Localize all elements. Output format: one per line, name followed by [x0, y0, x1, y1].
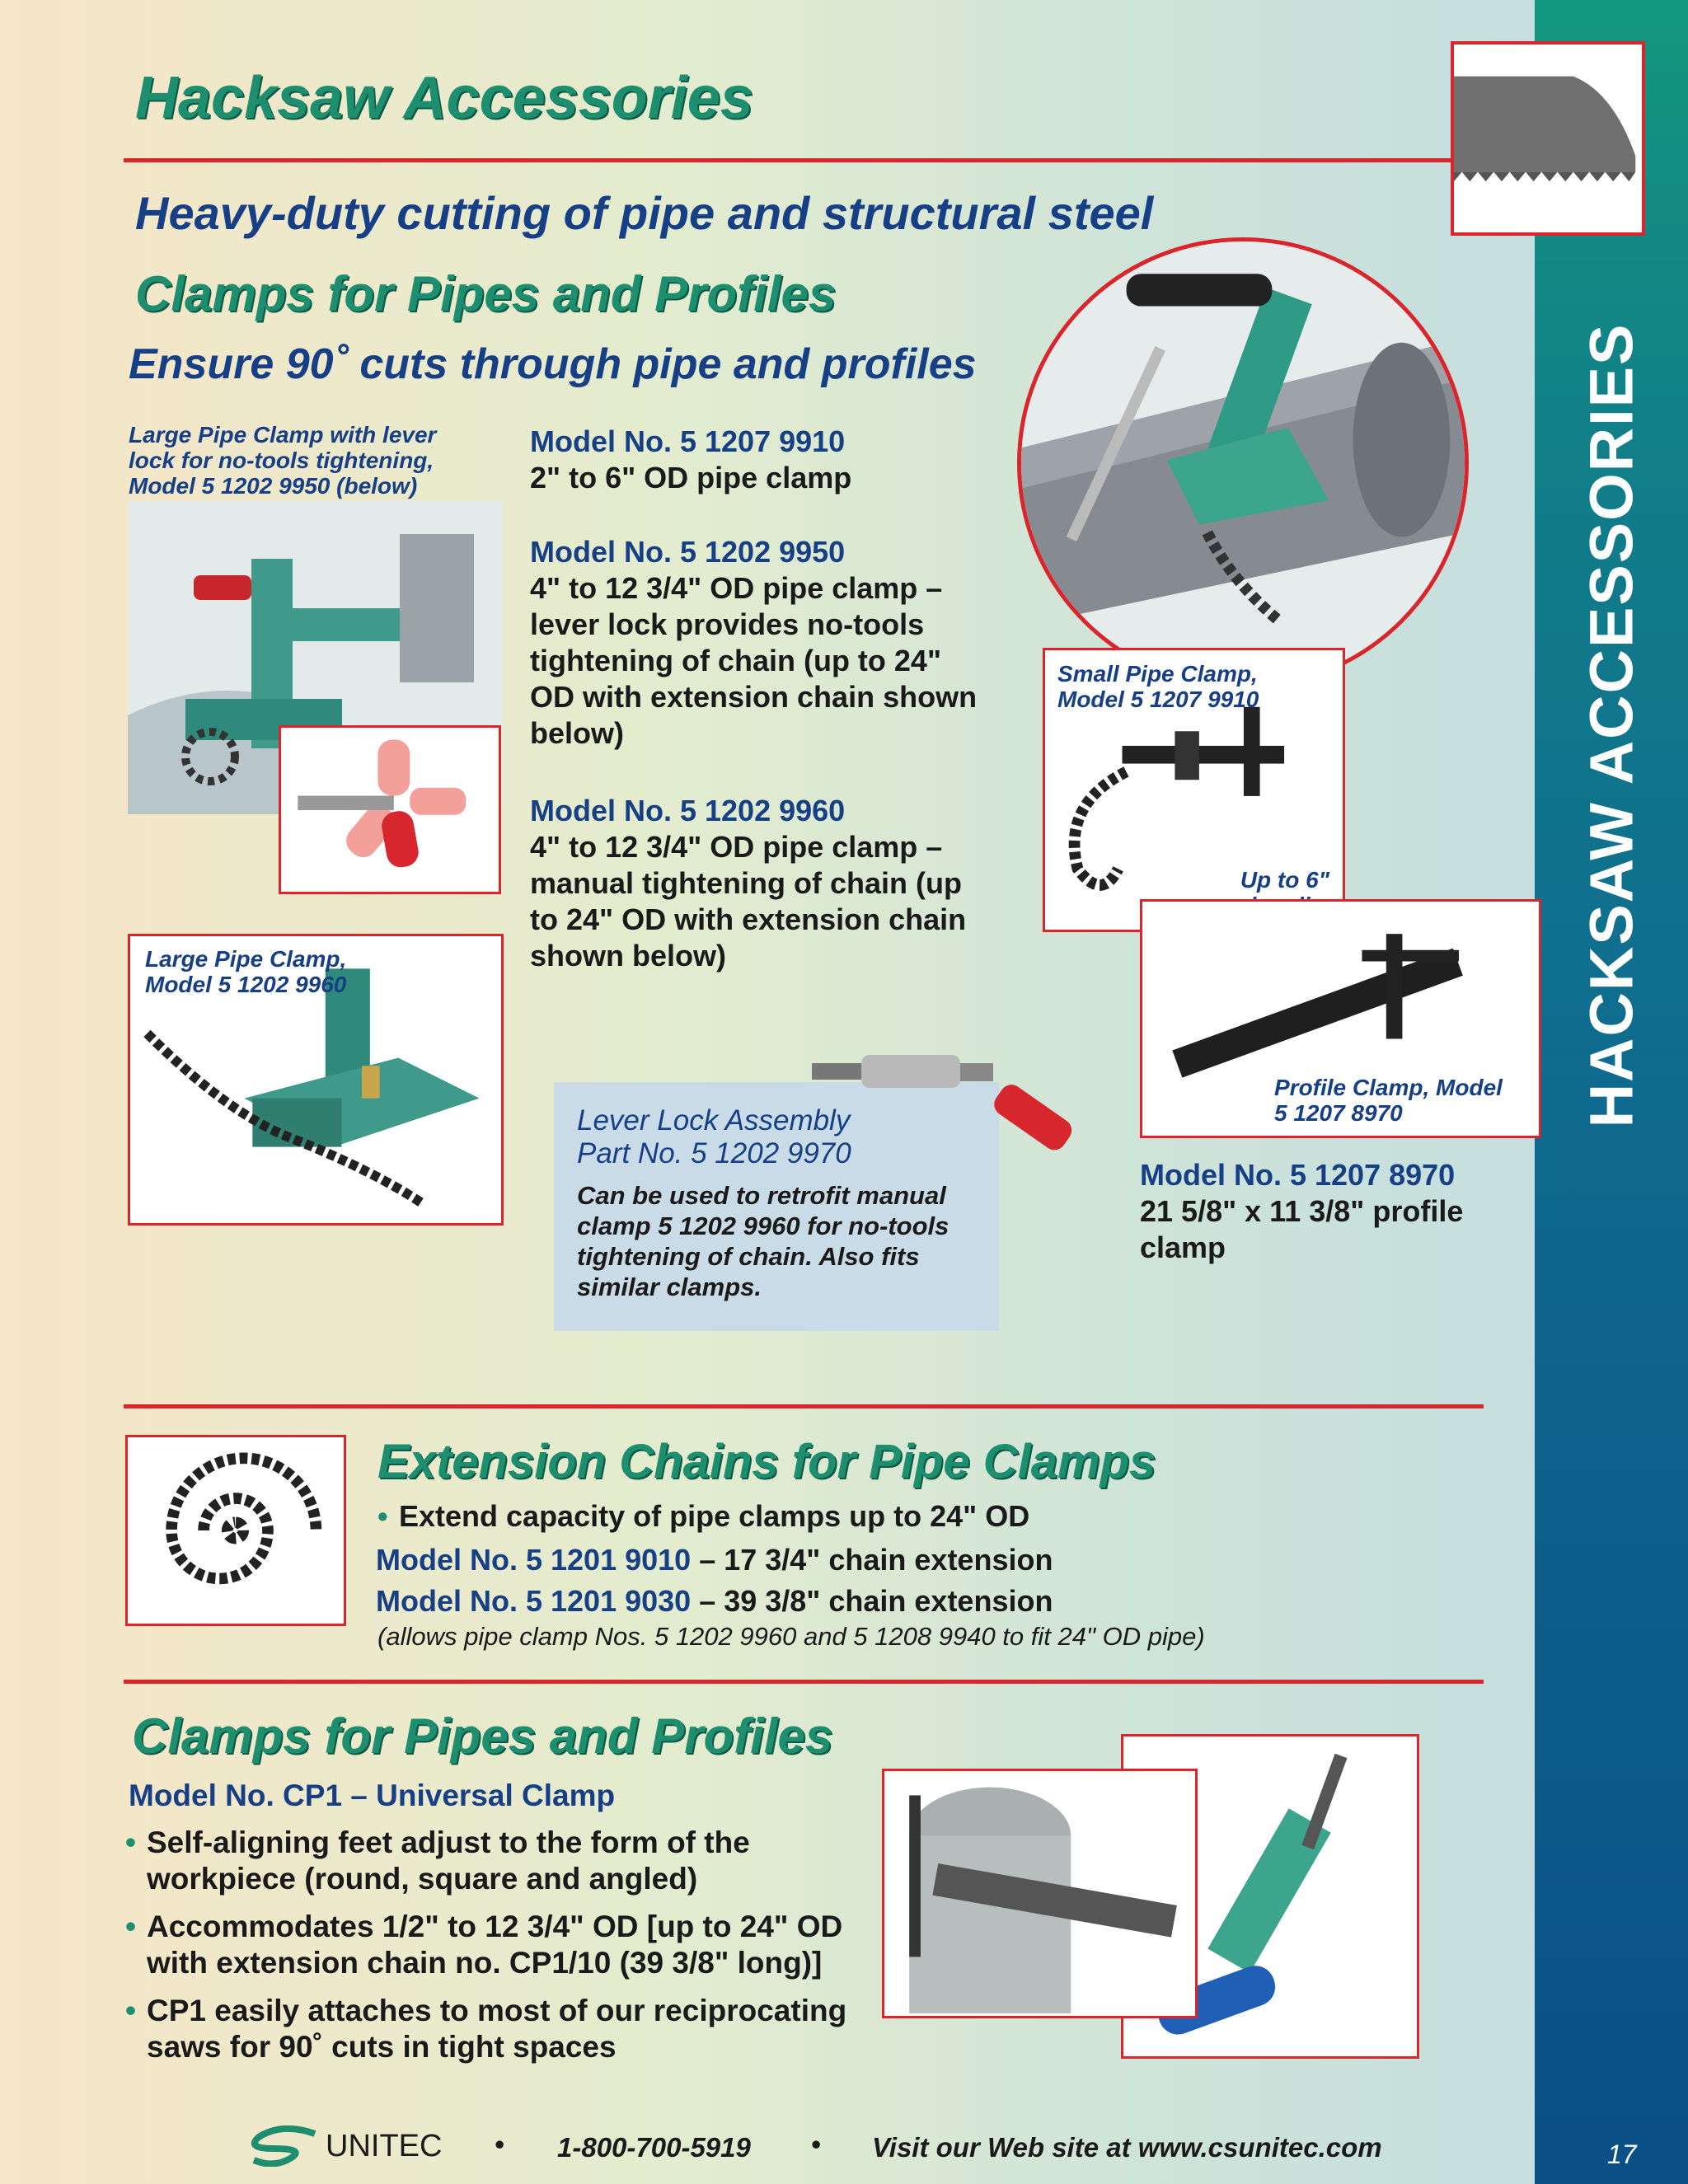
caption-large-lever-clamp: Large Pipe Clamp with lever lock for no-tools tightening, Model 5 1202 9950 (below) — [129, 422, 437, 499]
model-description: 4" to 12 3/4" OD pipe clamp – lever lock provides no-tools tightening of chain (up to 24" OD with extension chain shown below) — [530, 571, 978, 750]
cp1-on-pipe-photo — [882, 1769, 1198, 2018]
section1-subheading: Ensure 90˚ cuts through pipe and profiles — [129, 340, 977, 388]
caption-large-manual-clamp: Large Pipe Clamp, Model 5 1202 9960 — [145, 946, 347, 997]
caption-small-pipe-clamp: Small Pipe Clamp, Model 5 1207 9910 — [1057, 661, 1259, 712]
section2-heading: Clamps for Pipes and Profiles — [132, 1708, 833, 1764]
subtitle: Heavy-duty cutting of pipe and structural steel — [135, 187, 1154, 239]
unitec-logo-icon — [249, 2125, 323, 2167]
lever-lock-title: Lever Lock Assembly Part No. 5 1202 9970 — [577, 1104, 851, 1169]
extension-bullets — [377, 1498, 1029, 1535]
lever-lock-description: Can be used to retrofit manual clamp 5 1202 9960 for no-tools tightening of chain. Also fits similar clamps. — [577, 1181, 950, 1301]
cp1-model: Model No. CP1 – Universal Clamp — [129, 1779, 616, 1812]
model-entry-9950 — [530, 534, 992, 752]
page-number: 17 — [1607, 2139, 1637, 2169]
model-entry-9910 — [530, 424, 992, 496]
model-number: Model No. 5 1207 9910 — [530, 424, 846, 458]
caption-small-clamp-note: Up to 6" — [1240, 867, 1329, 893]
section1-heading: Clamps for Pipes and Profiles — [135, 266, 837, 321]
footer-separator: • — [495, 2129, 504, 2159]
cp1-bullet: • Self-aligning feet adjust to the form of the workpiece (round, square and angled) — [125, 1825, 884, 1897]
model-number: Model No. 5 1207 8970 — [1140, 1158, 1456, 1192]
caption-profile-clamp: Profile Clamp, Model 5 1207 8970 — [1274, 1075, 1503, 1126]
title-rule — [124, 158, 1451, 162]
hacksaw-blade-image — [1451, 41, 1645, 236]
model-description: 4" to 12 3/4" OD pipe clamp – manual tightening of chain (up to 24" OD with extension chain shown below) — [530, 830, 967, 972]
model-description: 21 5/8" x 11 3/8" profile clamp — [1140, 1194, 1464, 1264]
model-description: 2" to 6" OD pipe clamp — [530, 461, 852, 494]
extension-bullet: • Extend capacity of pipe clamps up to 24" OD — [377, 1498, 1029, 1535]
cp1-bullets — [125, 1825, 884, 2065]
extension-note: (allows pipe clamp Nos. 5 1202 9960 and 5 1208 9940 to fit 24" OD pipe) — [377, 1622, 1205, 1651]
lever-detail-inset-photo — [279, 725, 501, 894]
extension-heading: Extension Chains for Pipe Clamps — [377, 1435, 1156, 1488]
extension-chain-photo — [125, 1435, 346, 1626]
model-number: Model No. 5 1202 9950 — [530, 535, 846, 569]
sidebar-label: HACKSAW ACCESSORIES — [1577, 322, 1646, 1128]
page-title: Hacksaw Accessories — [135, 65, 753, 131]
extension-item: Model No. 5 1201 9010 – 17 3/4" chain extension — [376, 1543, 1053, 1577]
cp1-bullet: • Accommodates 1/2" to 12 3/4" OD [up to 24" OD with extension chain no. CP1/10 (39 3/8" long)] — [125, 1909, 884, 1981]
extension-model-list — [376, 1540, 1200, 1622]
cp1-bullet: • CP1 easily attaches to most of our reciprocating saws for 90˚ cuts in tight spaces — [125, 1993, 884, 2065]
divider-rule-2 — [124, 1680, 1484, 1684]
model-entry-9960 — [530, 793, 992, 974]
extension-item: Model No. 5 1201 9030 – 39 3/8" chain extension — [376, 1584, 1053, 1618]
model-entry-8970 — [1140, 1157, 1486, 1266]
model-number: Model No. 5 1202 9960 — [530, 794, 846, 827]
footer-logo-text: UNITEC — [326, 2129, 443, 2163]
saw-on-pipe-circle-photo — [1017, 237, 1469, 689]
lever-lock-assembly-image — [812, 1047, 1084, 1195]
footer-phone[interactable]: 1-800-700-5919 — [557, 2132, 751, 2163]
footer-website-link[interactable]: Visit our Web site at www.csunitec.com — [872, 2132, 1382, 2163]
divider-rule-1 — [124, 1404, 1484, 1408]
footer-separator: • — [811, 2129, 821, 2159]
